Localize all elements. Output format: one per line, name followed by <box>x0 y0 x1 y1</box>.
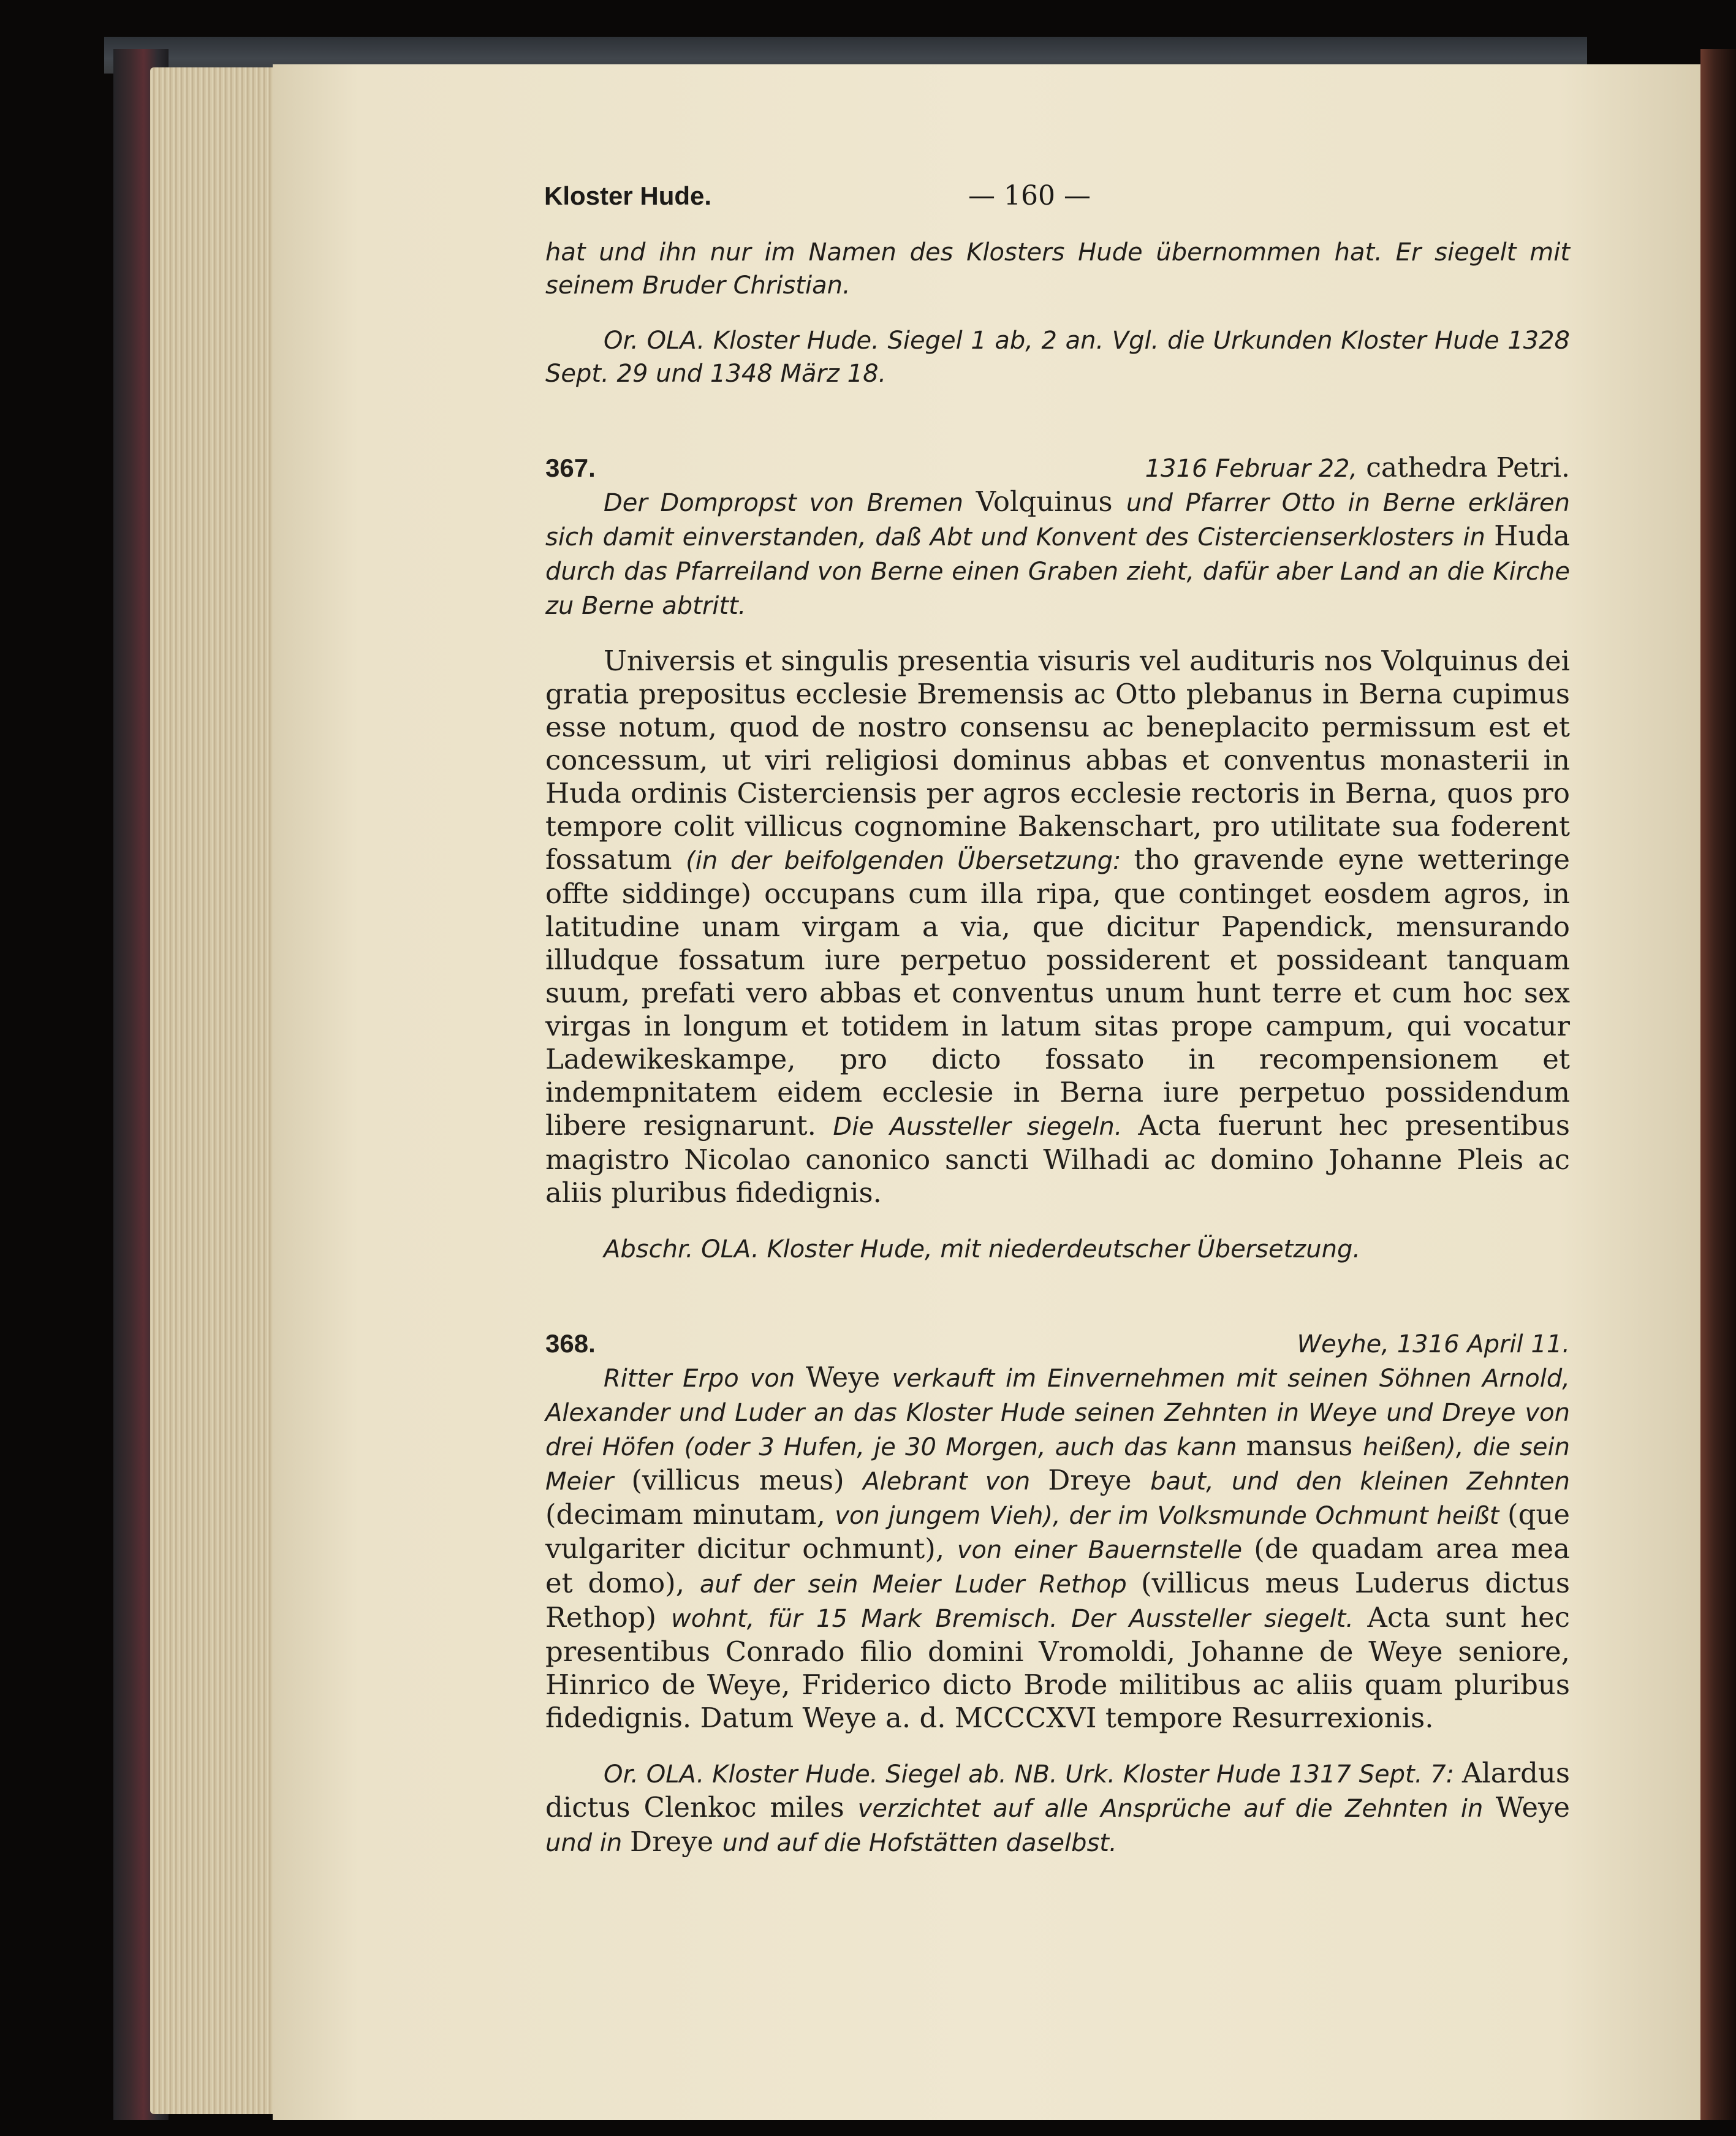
entry-source <box>545 1232 1570 1266</box>
roman-text-run: tho gravende eyne wetteringe offte siddinge) occupans cum illa ripa, que continget eosdem agros, in latitudine unam virgam a via, que dicitur Papendick, mensurando illudque fossatum iure perpetuo possiderent et possideant tanquam suum, prefati vero abbas et conventus unum hunt terre et cum hoc sex virgas in longum et totidem in latum sitas prope campum, qui vocatur Ladewikeskampe, pro dicto fossato in recompensionem et indempnitatem eidem ecclesie in Berna iure perpetuo possidendum libere resignarunt. <box>545 843 1570 1142</box>
italic-text-run: und Pfarrer Otto in Berne erklären sich damit einverstanden, daß Abt und Konvent des Cistercienserklosters in <box>545 489 1570 551</box>
italic-text-run: von einer Bauernstelle <box>957 1536 1254 1564</box>
roman-text-run: Weye <box>1495 1791 1571 1824</box>
italic-text-run: von jungem Vieh), der im Volksmunde Ochmunt heißt <box>835 1502 1508 1530</box>
italic-text-run: verzichtet auf alle Ansprüche auf die Zehnten in <box>857 1795 1496 1823</box>
italic-text-run: verkauft im Einvernehmen mit seinen Söhnen Arnold, Alexander und Luder an das Kloster Hude seinen Zehnten in Weye und Dreye von drei Höfen (oder 3 Hufen, je 30 Morgen, auch das kann <box>545 1365 1570 1461</box>
entry-number: 368. <box>545 1329 596 1358</box>
italic-text-run: Die Aussteller siegeln. <box>833 1113 1139 1141</box>
italic-text-run: Abschr. OLA. Kloster Hude, mit niederdeutscher Übersetzung. <box>604 1235 1361 1263</box>
italic-text-run: Ritter Erpo von <box>604 1365 806 1393</box>
roman-text-run: (que vulgariter dicitur ochmunt), <box>545 1498 1571 1565</box>
entry-heading <box>545 452 1570 485</box>
roman-text-run: Huda <box>1494 520 1570 552</box>
roman-text-run: Dreye <box>1048 1464 1151 1496</box>
entry-source <box>545 1757 1570 1860</box>
page-number: — 160 — <box>968 180 1091 211</box>
roman-text-run: Acta sunt hec presentibus Conrado filio domini Vromoldi, Johanne de Weye seniore, Hinrico de Weye, Friderico dicto Brode militibus ac aliis quam pluribus fidedignis. Datum Weye a. d. MCCCXVI tempore Resurrexionis. <box>545 1601 1570 1734</box>
italic-text-run: Or. OLA. Kloster Hude. Siegel ab. NB. Urk. Kloster Hude 1317 Sept. 7: <box>604 1760 1462 1789</box>
entry-date: Weyhe, 1316 April 11. <box>1297 1330 1570 1358</box>
entry-regest <box>545 1361 1570 1735</box>
entry-date: 1316 Februar 22, cathedra Petri. <box>1145 452 1570 483</box>
continuation-text: hat und ihn nur im Namen des Klosters Hude übernommen hat. Er siegelt mit seinem Bruder Christian. <box>545 238 1570 300</box>
italic-text-run: Der Dompropst von Bremen <box>604 489 976 517</box>
entry-number: 367. <box>545 453 596 482</box>
continuation-source-note: Or. OLA. Kloster Hude. Siegel 1 ab, 2 an. Vgl. die Urkunden Kloster Hude 1328 Sept. 29 und 1348 März 18. <box>545 327 1570 388</box>
page-edges <box>150 67 273 2114</box>
italic-text-run: Alebrant von <box>863 1468 1048 1496</box>
italic-text-run: baut, und den kleinen Zehnten <box>1150 1468 1570 1496</box>
facing-page-edge <box>1700 49 1736 2120</box>
running-head: Kloster Hude. <box>544 181 712 210</box>
entry-heading <box>545 1327 1570 1361</box>
roman-text-run: Weye <box>805 1361 892 1393</box>
roman-text-run: (villicus meus Luderus dictus Rethop) <box>545 1567 1570 1634</box>
italic-text-run: durch das Pfarreiland von Berne einen Graben zieht, dafür aber Land an die Kirche zu Berne abtritt. <box>545 558 1570 620</box>
roman-text-run: (de quadam area mea et domo), <box>545 1532 1571 1599</box>
roman-text-run: Acta fuerunt hec presentibus magistro Nicolao canonico sancti Wilhadi ac domino Johanne Pleis ac aliis pluribus fidedignis. <box>545 1109 1570 1209</box>
entry-regest <box>545 485 1570 623</box>
italic-text-run: und in <box>545 1829 630 1857</box>
roman-text-run: Alardus dictus Clenkoc miles <box>545 1757 1570 1824</box>
roman-text-run: (decimam minutam, <box>545 1498 835 1531</box>
roman-text-run: Volquinus <box>976 485 1126 518</box>
roman-text-run: Universis et singulis presentia visuris vel audituris nos Volquinus dei gratia prepositus ecclesie Bremensis ac Otto plebanus in Berna cupimus esse notum, quod de nostro consensu ac beneplacito permissum est et concessum, ut viri religiosi dominus abbas et conventus monasterii in Huda ordinis Cisterciensis per agros ecclesie rectoris in Berna, quos pro tempore colit villicus cognomine Bakenschart, pro utilitate sua foderent fossatum <box>545 645 1570 876</box>
italic-text-run: heißen), die sein Meier <box>545 1433 1570 1496</box>
italic-text-run: (in der beifolgenden Übersetzung: <box>686 847 1134 875</box>
roman-text-run: (villicus meus) <box>631 1464 863 1496</box>
entry-body <box>545 645 1570 1210</box>
page-content <box>545 236 1570 1860</box>
roman-text-run: mansus <box>1246 1430 1363 1462</box>
italic-text-run: wohnt, für 15 Mark Bremisch. Der Aussteller siegelt. <box>671 1605 1368 1633</box>
roman-text-run: Dreye <box>630 1825 722 1858</box>
italic-text-run: und auf die Hofstätten daselbst. <box>722 1829 1117 1857</box>
entry-367 <box>545 452 1570 1266</box>
entry-368 <box>545 1327 1570 1860</box>
italic-text-run: auf der sein Meier Luder Rethop <box>699 1570 1141 1599</box>
